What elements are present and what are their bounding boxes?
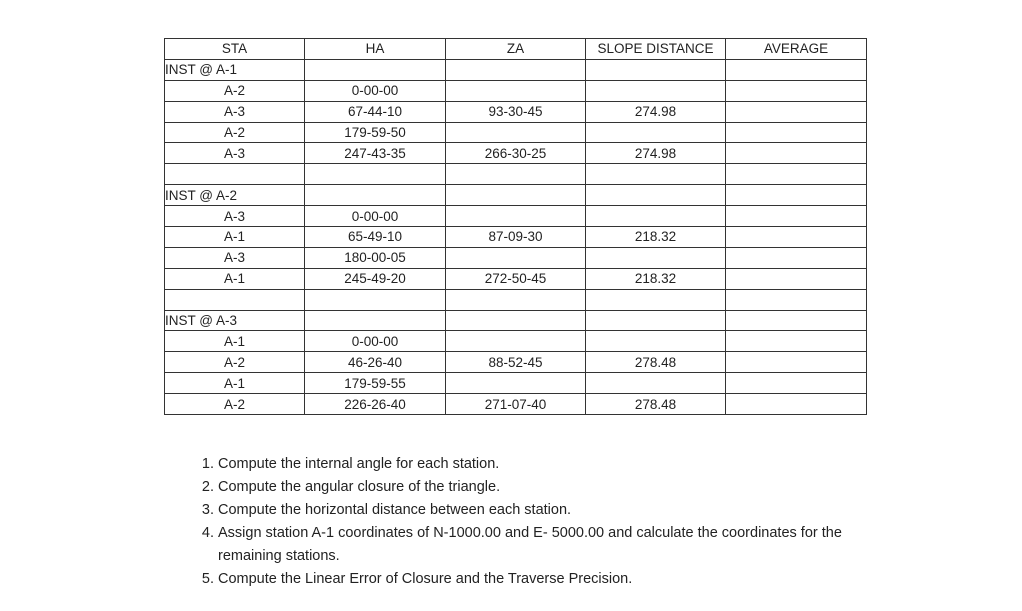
horizontal-angle-cell: 65-49-10	[305, 227, 446, 248]
zenith-angle-cell: 272-50-45	[446, 268, 586, 289]
station-cell: A-1	[165, 331, 305, 352]
table-row	[165, 352, 867, 373]
station-cell: A-3	[165, 143, 305, 164]
average-cell	[726, 80, 867, 101]
station-cell	[165, 164, 305, 185]
average-cell	[726, 289, 867, 310]
table-row	[165, 101, 867, 122]
average-cell	[726, 247, 867, 268]
average-cell	[726, 352, 867, 373]
average-cell	[726, 373, 867, 394]
slope-distance-cell: 278.48	[586, 394, 726, 415]
table-row	[165, 289, 867, 310]
zenith-angle-cell	[446, 185, 586, 206]
slope-distance-cell	[586, 373, 726, 394]
average-cell	[726, 164, 867, 185]
slope-distance-cell: 278.48	[586, 352, 726, 373]
slope-distance-cell: 274.98	[586, 143, 726, 164]
table-row	[165, 80, 867, 101]
station-cell	[165, 289, 305, 310]
average-cell	[726, 206, 867, 227]
task-item: 2. Compute the angular closure of the triangle.	[218, 476, 898, 499]
zenith-angle-cell	[446, 247, 586, 268]
table-row	[165, 227, 867, 248]
station-cell: A-1	[165, 373, 305, 394]
header-slope-distance: SLOPE DISTANCE	[586, 39, 726, 60]
slope-distance-cell	[586, 122, 726, 143]
table-row	[165, 331, 867, 352]
slope-distance-cell	[586, 59, 726, 80]
average-cell	[726, 59, 867, 80]
field-notes-table	[164, 38, 867, 415]
horizontal-angle-cell: 179-59-50	[305, 122, 446, 143]
task-item: 3. Compute the horizontal distance between each station.	[218, 499, 898, 522]
horizontal-angle-cell: 0-00-00	[305, 331, 446, 352]
station-cell: A-2	[165, 394, 305, 415]
table-row	[165, 122, 867, 143]
station-cell: A-3	[165, 206, 305, 227]
slope-distance-cell	[586, 80, 726, 101]
average-cell	[726, 143, 867, 164]
horizontal-angle-cell	[305, 59, 446, 80]
slope-distance-cell: 274.98	[586, 101, 726, 122]
zenith-angle-cell	[446, 310, 586, 331]
average-cell	[726, 227, 867, 248]
slope-distance-cell	[586, 247, 726, 268]
task-list	[190, 453, 898, 591]
zenith-angle-cell: 87-09-30	[446, 227, 586, 248]
table-body	[165, 59, 867, 414]
zenith-angle-cell: 88-52-45	[446, 352, 586, 373]
instrument-station-row	[165, 310, 867, 331]
average-cell	[726, 122, 867, 143]
station-cell: INST @ A-1	[165, 59, 305, 80]
horizontal-angle-cell	[305, 289, 446, 310]
table-row	[165, 247, 867, 268]
table-row	[165, 373, 867, 394]
table-row	[165, 394, 867, 415]
slope-distance-cell	[586, 185, 726, 206]
station-cell: A-3	[165, 101, 305, 122]
horizontal-angle-cell	[305, 310, 446, 331]
zenith-angle-cell	[446, 164, 586, 185]
zenith-angle-cell: 266-30-25	[446, 143, 586, 164]
zenith-angle-cell	[446, 373, 586, 394]
zenith-angle-cell: 271-07-40	[446, 394, 586, 415]
slope-distance-cell	[586, 310, 726, 331]
horizontal-angle-cell: 179-59-55	[305, 373, 446, 394]
station-cell: A-2	[165, 122, 305, 143]
task-item: 4. Assign station A-1 coordinates of N-1000.00 and E- 5000.00 and calculate the coordinates for the remaining stations.	[218, 522, 898, 568]
average-cell	[726, 331, 867, 352]
slope-distance-cell: 218.32	[586, 268, 726, 289]
table-row	[165, 268, 867, 289]
table-row	[165, 143, 867, 164]
station-cell: INST @ A-3	[165, 310, 305, 331]
table-header-row	[165, 39, 867, 60]
slope-distance-cell	[586, 289, 726, 310]
horizontal-angle-cell: 247-43-35	[305, 143, 446, 164]
station-cell: A-2	[165, 352, 305, 373]
zenith-angle-cell	[446, 331, 586, 352]
task-item: 5. Compute the Linear Error of Closure and the Traverse Precision.	[218, 568, 898, 591]
average-cell	[726, 268, 867, 289]
zenith-angle-cell: 93-30-45	[446, 101, 586, 122]
station-cell: A-3	[165, 247, 305, 268]
zenith-angle-cell	[446, 122, 586, 143]
header-za: ZA	[446, 39, 586, 60]
horizontal-angle-cell: 0-00-00	[305, 80, 446, 101]
average-cell	[726, 185, 867, 206]
slope-distance-cell	[586, 331, 726, 352]
station-cell: A-1	[165, 268, 305, 289]
instrument-station-row	[165, 59, 867, 80]
instrument-station-row	[165, 185, 867, 206]
station-cell: A-1	[165, 227, 305, 248]
zenith-angle-cell	[446, 59, 586, 80]
horizontal-angle-cell: 67-44-10	[305, 101, 446, 122]
average-cell	[726, 101, 867, 122]
station-cell: A-2	[165, 80, 305, 101]
task-item: 1. Compute the internal angle for each station.	[218, 453, 898, 476]
horizontal-angle-cell: 180-00-05	[305, 247, 446, 268]
zenith-angle-cell	[446, 206, 586, 227]
slope-distance-cell: 218.32	[586, 227, 726, 248]
slope-distance-cell	[586, 164, 726, 185]
horizontal-angle-cell: 226-26-40	[305, 394, 446, 415]
average-cell	[726, 310, 867, 331]
header-average: AVERAGE	[726, 39, 867, 60]
slope-distance-cell	[586, 206, 726, 227]
average-cell	[726, 394, 867, 415]
horizontal-angle-cell: 46-26-40	[305, 352, 446, 373]
horizontal-angle-cell	[305, 164, 446, 185]
header-ha: HA	[305, 39, 446, 60]
zenith-angle-cell	[446, 80, 586, 101]
horizontal-angle-cell: 245-49-20	[305, 268, 446, 289]
horizontal-angle-cell	[305, 185, 446, 206]
table-row	[165, 164, 867, 185]
table-row	[165, 206, 867, 227]
horizontal-angle-cell: 0-00-00	[305, 206, 446, 227]
zenith-angle-cell	[446, 289, 586, 310]
station-cell: INST @ A-2	[165, 185, 305, 206]
header-sta: STA	[165, 39, 305, 60]
